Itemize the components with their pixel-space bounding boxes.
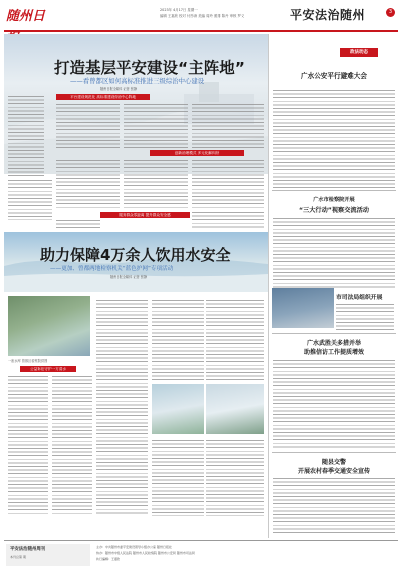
column-divider (268, 34, 269, 538)
right-headline-4-line2: 助推信访工作提质增效 (303, 349, 364, 356)
lead-subheadline: ——看曾都区如何高标准推进三级综治中心建设 (70, 77, 205, 85)
right-headline-3: 市司法局组织开展 (336, 295, 383, 301)
page-section-title: 平安法治随州 (290, 8, 366, 22)
right-rule (272, 190, 396, 191)
lead-byline: 随州日报全媒体 记者 张静 (100, 87, 138, 91)
lead-intro-text (8, 96, 44, 176)
lead-text-block (192, 104, 264, 148)
right-text-block (273, 478, 395, 534)
newspaper-logo: 随州日 (6, 9, 46, 24)
lead-text-block (8, 180, 52, 220)
right-headline-5-line1: 随县交警 (321, 459, 346, 466)
water-byline: 随州日报全媒体 记者 张静 (110, 275, 148, 279)
lead-text-block (192, 160, 264, 210)
lead-text-block (56, 104, 120, 148)
right-text-block (273, 90, 395, 188)
water-text-block (96, 300, 148, 516)
editor-credits-line: 编辑 王嘉欣 校对 付彤涛 美编 周玲 照排 陈丹 审核 罗义 (160, 14, 245, 18)
river-photo (152, 384, 204, 434)
right-text-block (273, 360, 395, 450)
reservoir-photo (8, 296, 90, 356)
footer-line-1: 主办：中共随州市委平安建设领导小组办公室 随州日报社 (96, 545, 172, 549)
water-text-block (206, 440, 264, 516)
lead-text-block (56, 160, 120, 210)
masthead-rule (4, 30, 398, 32)
lead-text-block (124, 160, 188, 210)
water-text-block (152, 300, 204, 380)
water-text-block (8, 376, 48, 516)
lead-section-bar-3: 服务群众零距离 提升群众安全感 (100, 212, 190, 218)
right-rule (272, 333, 396, 334)
page-number-badge: 3 (386, 8, 395, 17)
lead-text-block (124, 104, 188, 148)
right-text-block (336, 304, 394, 330)
footer-label: 平安法治随州周刊 (10, 547, 46, 552)
right-headline-1: 广水公安平行避难大会 (301, 72, 367, 80)
water-text-block (52, 376, 92, 516)
water-subheadline: ——更加、曾都两地检察机关“蓝色护网”专项活动 (50, 266, 174, 272)
right-headline-5-line2: 开展农村春季交通安全宣传 (297, 468, 370, 475)
footer-line-3: 执行编辑：王嘉欣 (96, 557, 121, 561)
lead-headline: 打造基层平安建设“主阵地” (54, 59, 245, 77)
footer-meta: 本刊总第 期 (10, 555, 26, 559)
section-tag: 政法动态 (340, 48, 378, 57)
water-headline: 助力保障4万余人饮用水安全 (40, 246, 231, 264)
lead-text-block (56, 220, 100, 230)
meeting-photo (272, 288, 334, 328)
footer-rule (4, 540, 398, 541)
lead-text-block (192, 212, 264, 230)
right-headline-4-line1: 广水武胜关多措并举 (306, 340, 361, 347)
water-text-block (152, 440, 204, 516)
right-text-block (273, 218, 395, 288)
river-photo (206, 384, 264, 434)
footer-line-2: 协办：随州市中级人民法院 随州市人民检察院 随州市公安局 随州市司法局 (96, 551, 195, 555)
water-text-block (206, 300, 264, 380)
right-headline-2-line2: “三大行动”视察交流活动 (298, 207, 369, 214)
water-section-bar: 公益诉讼守护一方清水 (20, 366, 76, 372)
lead-section-bar-2: 创新治理模式 多元化解纠纷 (150, 150, 244, 156)
reservoir-photo-caption: 一座水库 曾都区检察院供图 (8, 359, 48, 363)
right-rule (272, 452, 396, 453)
lead-section-bar-1: 平台建设规范化 高标准建设综治中心阵地 (56, 94, 150, 100)
right-headline-2-line1: 广水市检察院开展 (313, 197, 355, 203)
issue-date-line: 2023年 4月17日 星期一 (160, 8, 198, 12)
